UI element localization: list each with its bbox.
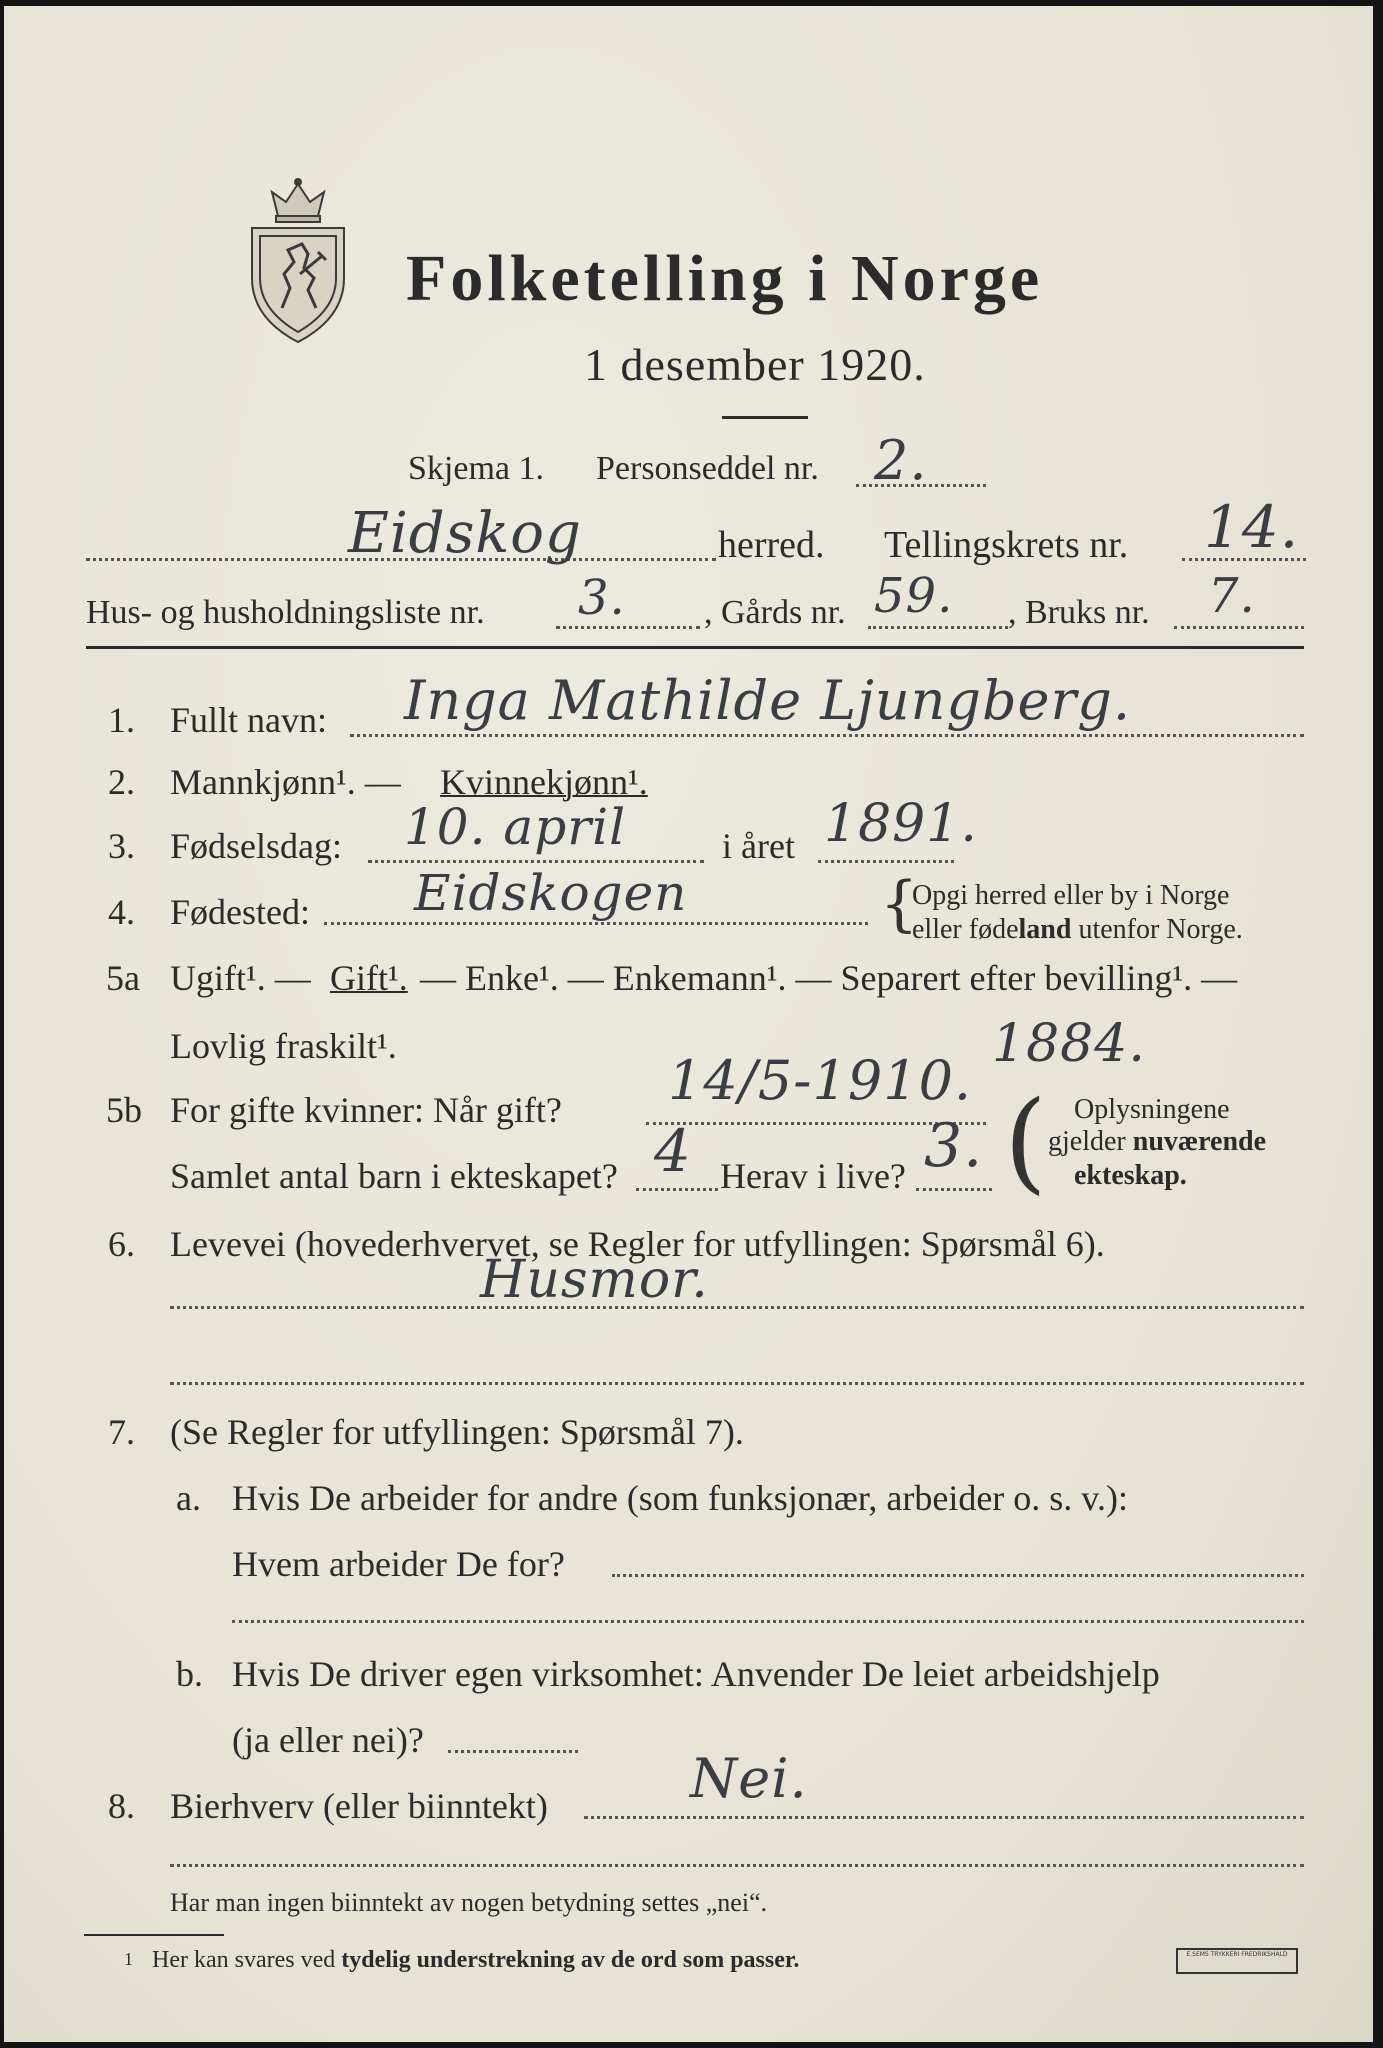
coat-of-arms-icon bbox=[242, 178, 354, 346]
gards-label: , Gårds nr. bbox=[704, 594, 846, 631]
q5b-note-line2: gjelder nuværende bbox=[1048, 1126, 1267, 1157]
q6-line1 bbox=[170, 1306, 1304, 1309]
q7b-text: Hvis De driver egen virksomhet: Anvender De leiet arbeidshjelp bbox=[232, 1654, 1160, 1694]
q7-label: (Se Regler for utfyllingen: Spørsmål 7). bbox=[170, 1412, 744, 1452]
q5a-gift-underlined[interactable]: Gift¹. bbox=[330, 958, 408, 998]
personseddel-value[interactable]: 2. bbox=[874, 429, 928, 492]
q7a-question: Hvem arbeider De for? bbox=[232, 1544, 565, 1584]
q5b-note-line1: Oplysningene bbox=[1074, 1094, 1230, 1125]
q5a-rest: — Enke¹. — Enkemann¹. — Separert efter bevilling¹. — bbox=[420, 958, 1238, 998]
q1-line bbox=[350, 734, 1304, 737]
herred-value[interactable]: Eidskog bbox=[348, 501, 582, 566]
herred-label: herred. bbox=[718, 524, 825, 566]
q5a-line2: Lovlig fraskilt¹. bbox=[170, 1026, 397, 1066]
q2-number: 2. bbox=[108, 762, 135, 802]
q5b-number: 5b bbox=[106, 1090, 142, 1130]
marriage-date-value[interactable]: 14/5-1910. bbox=[668, 1049, 973, 1112]
printer-stamp: E.SEMS TRYKKERI FREDRIKSHALD bbox=[1176, 1948, 1298, 1974]
q7a-line1 bbox=[612, 1574, 1304, 1577]
form-title: Folketelling i Norge bbox=[406, 242, 1044, 315]
footnote-mark: 1 bbox=[124, 1949, 133, 1969]
q3-number: 3. bbox=[108, 826, 135, 866]
q7a-line2 bbox=[232, 1620, 1304, 1623]
q3-label: Fødselsdag: bbox=[170, 826, 343, 866]
footer-note: Har man ingen biinntekt av nogen betydning settes „nei“. bbox=[170, 1888, 768, 1917]
q5b-children-line bbox=[636, 1188, 718, 1191]
q6-line2 bbox=[170, 1382, 1304, 1385]
footnote-text: Her kan svares ved tydelig understrekning av de ord som passer. bbox=[152, 1947, 800, 1973]
q4-brace: { bbox=[880, 869, 919, 939]
gards-value[interactable]: 59. bbox=[874, 568, 954, 624]
hus-value[interactable]: 3. bbox=[578, 570, 626, 626]
q7b-letter: b. bbox=[176, 1654, 203, 1694]
full-name-value[interactable]: Inga Mathilde Ljungberg. bbox=[404, 669, 1132, 732]
skjema-label: Skjema 1. bbox=[408, 450, 544, 487]
q1-number: 1. bbox=[108, 700, 135, 740]
q3-year-label: i året bbox=[722, 826, 795, 866]
q5b-alive-label: Herav i live? bbox=[720, 1156, 906, 1196]
q3-year-line bbox=[818, 860, 954, 863]
q7-number: 7. bbox=[108, 1412, 135, 1452]
bruks-line bbox=[1174, 626, 1304, 629]
birth-year-value[interactable]: 1891. bbox=[824, 794, 978, 854]
bruks-value[interactable]: 7. bbox=[1208, 568, 1256, 624]
q6-label: Levevei (hovederhvervet, se Regler for utfyllingen: Spørsmål 6). bbox=[170, 1224, 1105, 1264]
bruks-label: , Bruks nr. bbox=[1008, 594, 1150, 631]
birth-date-value[interactable]: 10. april bbox=[404, 798, 627, 856]
children-count-value[interactable]: 4 bbox=[654, 1117, 692, 1185]
q3-date-line bbox=[368, 860, 704, 863]
side-income-value[interactable]: Nei. bbox=[690, 1747, 808, 1810]
q5b-alive-line bbox=[916, 1188, 992, 1191]
census-date: 1 desember 1920. bbox=[584, 339, 926, 390]
tellingskrets-value[interactable]: 14. bbox=[1204, 493, 1300, 561]
q8-label: Bierhverv (eller biinntekt) bbox=[170, 1786, 548, 1826]
q1-label: Fullt navn: bbox=[170, 700, 328, 740]
q7a-letter: a. bbox=[176, 1478, 201, 1518]
q8-line1 bbox=[584, 1816, 1304, 1819]
q5b-note-line3: ekteskap. bbox=[1074, 1160, 1187, 1191]
q5b-label: For gifte kvinner: Når gift? bbox=[170, 1090, 562, 1130]
children-alive-value[interactable]: 3. bbox=[924, 1111, 984, 1181]
extra-year-note: 1884. bbox=[992, 1014, 1146, 1074]
q8-line2 bbox=[170, 1864, 1304, 1867]
q7b-question: (ja eller nei)? bbox=[232, 1720, 424, 1760]
q4-note-line1: Opgi herred eller by i Norge bbox=[912, 880, 1230, 911]
q4-line bbox=[324, 922, 868, 925]
q7b-line bbox=[448, 1750, 578, 1753]
hus-label: Hus- og husholdningsliste nr. bbox=[86, 594, 485, 631]
q7a-text: Hvis De arbeider for andre (som funksjonær, arbeider o. s. v.): bbox=[232, 1478, 1128, 1518]
q8-number: 8. bbox=[108, 1786, 135, 1826]
occupation-value[interactable]: Husmor. bbox=[480, 1250, 709, 1310]
header-rule bbox=[86, 646, 1304, 649]
footnote-rule bbox=[84, 1934, 224, 1936]
q5a-number: 5a bbox=[106, 958, 140, 998]
q2-male: Mannkjønn¹. — bbox=[170, 762, 401, 802]
census-form-paper bbox=[4, 6, 1373, 2042]
tellingskrets-label: Tellingskrets nr. bbox=[884, 524, 1129, 566]
gards-line bbox=[868, 626, 1008, 629]
q5b-children-label: Samlet antal barn i ekteskapet? bbox=[170, 1156, 618, 1196]
title-divider bbox=[722, 416, 808, 419]
q4-number: 4. bbox=[108, 892, 135, 932]
q4-label: Fødested: bbox=[170, 892, 310, 932]
q4-note-line2: eller fødeland utenfor Norge. bbox=[912, 914, 1243, 945]
q6-number: 6. bbox=[108, 1224, 135, 1264]
q2-female-underlined[interactable]: Kvinnekjønn¹. bbox=[440, 762, 648, 802]
hus-line bbox=[556, 626, 700, 629]
q5b-brace: ( bbox=[1004, 1077, 1047, 1205]
personseddel-label: Personseddel nr. bbox=[596, 450, 819, 487]
birthplace-value[interactable]: Eidskogen bbox=[414, 864, 688, 922]
q5a-ugift: Ugift¹. — bbox=[170, 958, 311, 998]
